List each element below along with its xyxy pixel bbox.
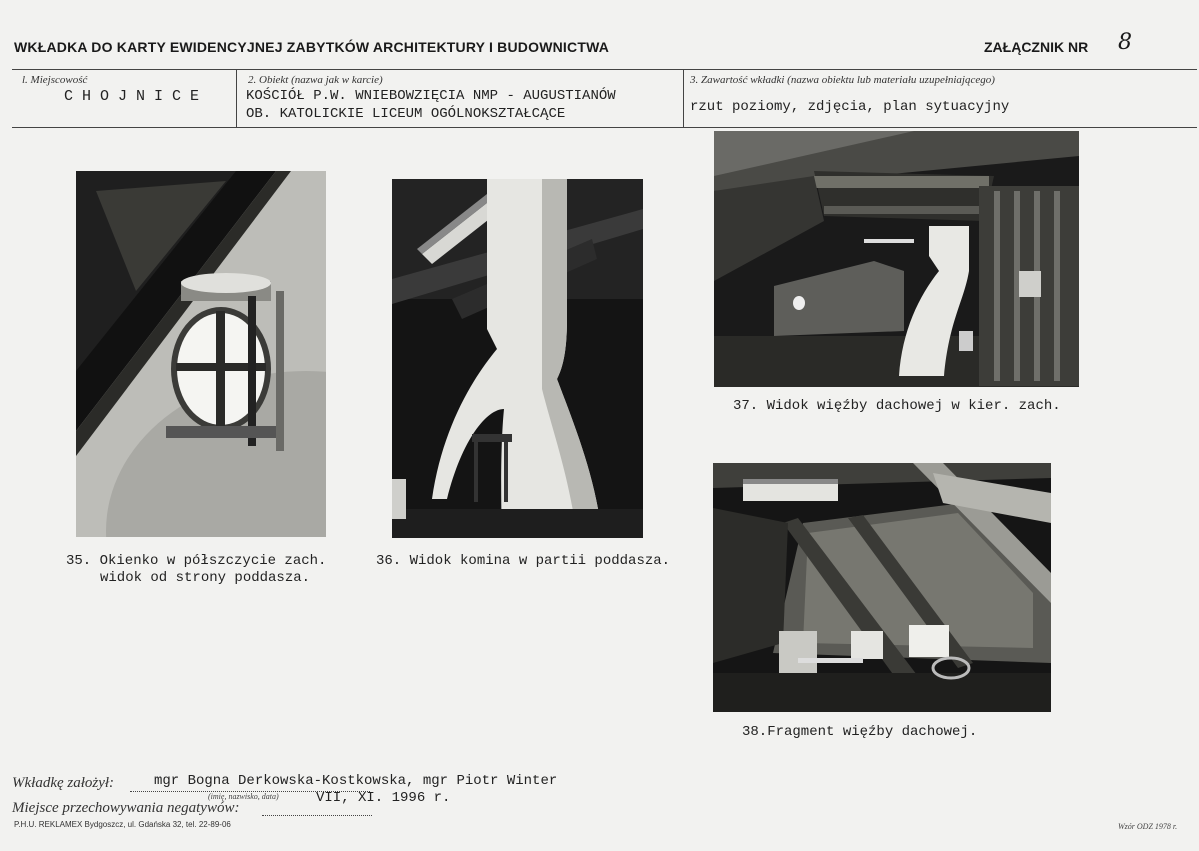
document-title: WKŁADKA DO KARTY EWIDENCYJNEJ ZABYTKÓW ARCHITEKTURY I BUDOWNICTWA (14, 39, 610, 55)
object-label: 2. Obiekt (nazwa jak w karcie) (248, 74, 383, 86)
negatives-dotted-line (262, 815, 372, 816)
photo-38-roof-truss-fragment (713, 463, 1051, 712)
printer-imprint: P.H.U. REKLAMEX Bydgoszcz, ul. Gdańska 32, tel. 22-89-06 (14, 820, 231, 829)
founder-hint: (imię, nazwisko, data) (208, 792, 279, 801)
caption-35-line-2: widok od strony poddasza. (100, 570, 311, 586)
annex-label: ZAŁĄCZNIK NR (984, 39, 1089, 55)
header-rule-top (12, 69, 1197, 70)
content-value: rzut poziomy, zdjęcia, plan sytuacyjny (690, 99, 1010, 115)
object-line-2: OB. KATOLICKIE LICEUM OGÓLNOKSZTAŁCĄCE (246, 106, 566, 122)
caption-35-line-1: 35. Okienko w półszczycie zach. (66, 553, 327, 569)
field-divider-1 (236, 70, 237, 127)
negatives-label: Miejsce przechowywania negatywów: (12, 800, 240, 816)
object-line-1: KOŚCIÓŁ P.W. WNIEBOWZIĘCIA NMP - AUGUSTIANÓW (246, 88, 616, 104)
founder-value: mgr Bogna Derkowska-Kostkowska, mgr Piotr Winter (154, 773, 558, 789)
annex-number: 8 (1118, 30, 1132, 55)
locality-label: l. Miejscowość (22, 74, 88, 86)
field-divider-2 (683, 70, 684, 127)
caption-37: 37. Widok więźby dachowej w kier. zach. (733, 398, 1061, 414)
content-label: 3. Zawartość wkładki (nazwa obiektu lub materiału uzupełniającego) (690, 74, 995, 86)
template-code: Wzór ODZ 1978 r. (1118, 822, 1178, 831)
photo-37-roof-truss-west (714, 131, 1079, 387)
locality-value: C H O J N I C E (64, 88, 200, 105)
date-value: VII, XI. 1996 r. (316, 790, 451, 806)
header-rule-bottom (12, 127, 1197, 128)
photo-36-chimney (392, 179, 643, 538)
founder-label: Wkładkę założył: (12, 775, 115, 791)
photo-35-round-window (76, 171, 326, 537)
caption-38: 38.Fragment więźby dachowej. (742, 724, 978, 740)
caption-36: 36. Widok komina w partii poddasza. (376, 553, 671, 569)
